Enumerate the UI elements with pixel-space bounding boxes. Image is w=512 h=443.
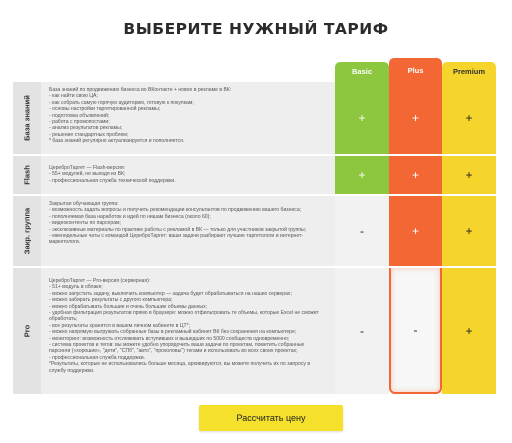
row-label-bar: [13, 82, 41, 154]
plan-header-basic: Basic: [335, 62, 389, 82]
tariff-row-pro: [13, 268, 496, 394]
plan-header-plus: Plus: [389, 58, 442, 82]
row-label: Flash: [22, 165, 32, 185]
row-label-bar: [13, 268, 41, 394]
row-label-bar: [13, 196, 41, 266]
row-label: Pro: [22, 324, 32, 338]
basic-cell: -: [335, 268, 389, 394]
plus-cell: +: [389, 156, 442, 194]
plus-cell: +: [389, 196, 442, 266]
plan-header-premium: Premium: [442, 62, 496, 82]
premium-cell: +: [442, 196, 496, 266]
basic-cell: +: [335, 156, 389, 194]
premium-cell: +: [442, 268, 496, 394]
calculate-price-button[interactable]: Рассчитать цену: [199, 405, 343, 431]
page-title: ВЫБЕРИТЕ НУЖНЫЙ ТАРИФ: [123, 20, 389, 38]
premium-cell: +: [442, 156, 496, 194]
row-description: Закрытая обучающая группа: - возможность задать вопросы и получить рекомендации консультантов по продвижению вашего бизнеса; - пополняемая база наработок и идей по нишам бизнеса (около 60); - видеоконтенты по парсерам; - эксклюзивные материалы по практике работы с рекламой в ВК — только для участников закрытой группы; - еженедельные чаты с командой ЦереброТаргет: ваши задачи разбирают лучшие таргетологи и интернет-маркетологи.: [49, 201, 307, 246]
row-label-bar: [13, 156, 41, 194]
tariff-row-knowledge-base: [13, 82, 496, 154]
row-label: База знаний: [22, 95, 32, 141]
row-description: ЦереброТаргет — Pro-версия (серверная): - 51+ модуль в облаке; - можно запустить задачу, выключить компьютер — задача будет обрабатываться на наших серверах; - можно забирать результаты с другого компьютера; - можно обрабатывать большие и очень большие объемы данных; - удобная фильтрация результатов прямо в браузере: можно отфильтровать те объемы, которые Excel не сможет обработать; - все результаты хранятся в вашем личном кабинете в ЦТ*; - можно напрямую выгружать собранные базы в рекламный кабинет ВК без сохранения на компьютере; - мониторинг: возможность отслеживать вступивших и вышедших по 5000 сообществ одновременно; - система проектов и тегов: вы можете удобно упорядочить ваши задачи по проектам, пометить собранные парсинги («хорошие», "дети", "СПб", "авто", "прохоловы") тегами и использовать во всех своих проектах; - профессиональная служба поддержки. *Результаты, которые не использовались больше месяца, архивируются, вы можете получить их по запросу в службу поддержки.: [49, 278, 319, 374]
row-label: Закр. группа: [22, 207, 32, 255]
tariff-row-closed-group: [13, 196, 496, 266]
premium-cell: +: [442, 82, 496, 154]
basic-cell: -: [335, 196, 389, 266]
plus-cell: +: [389, 82, 442, 154]
row-description: База знаний по продвижению бизнеса во ВКонтакте + новое в рекламе в ВК: - как найти свою ЦА; - как собрать самую горячую аудиторию, готовую к покупкам; - основы настройки таргетированной рекламы; - подготовка объявлений; - работа с промопостами; - анализ результатов рекламы; - решение стандартных проблем; * база знаний регулярно актуализируется и пополняется.: [49, 87, 232, 145]
row-description: ЦереброТаргет — Flash-версия: - 55+ модулей, не выходя из ВК; - профессиональная служба технической поддержки.: [49, 165, 176, 184]
basic-cell: +: [335, 82, 389, 154]
tariff-row-flash: [13, 156, 496, 194]
plus-cell: -: [389, 268, 442, 394]
